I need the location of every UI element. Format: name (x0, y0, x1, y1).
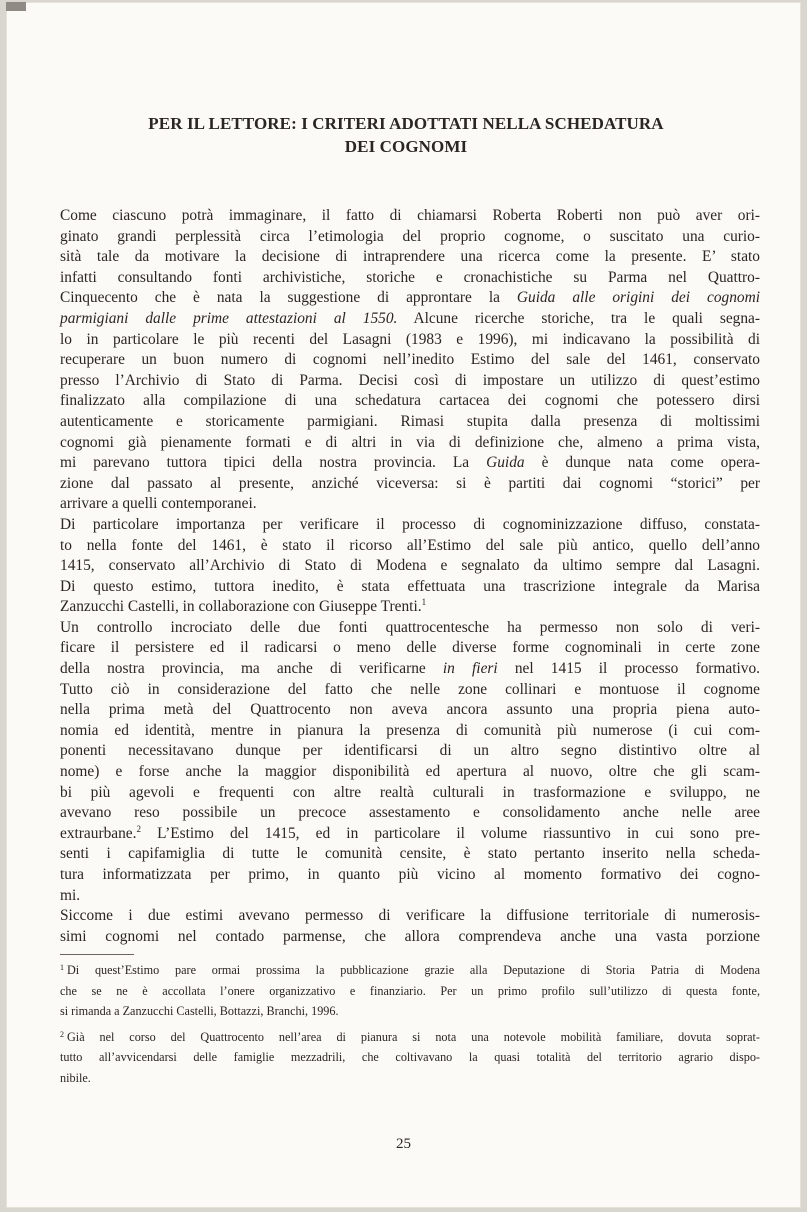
body-line: autenticamente e storicamente parmigiani. Rimasi stupita dalla presenza di moltissimi (60, 412, 760, 430)
book-title-italic: Guida alle origini dei cognomi (516, 289, 760, 307)
body-line: Di questo estimo, tuttora inedito, è stata effettuata una trascrizione integrale da Marisa (60, 577, 760, 595)
footnote-line: tutto all’avvicendarsi delle famiglie mezzadrili, che coltivavano la quasi totalità del territorio agrario dispo- (60, 1050, 760, 1065)
body-line: lo in particolare le più recenti del Lasagni (1983 e 1996), mi indicavano la possibilità di (60, 330, 760, 348)
footnote-divider (60, 954, 134, 955)
body-line: mi. (60, 886, 81, 904)
footnote-number: 2 (60, 1029, 64, 1039)
body-line: zione dal passato al presente, anziché viceversa: si è partiti dai cognomi “storici” per (60, 474, 760, 492)
footnote-ref-1: 1 (421, 597, 427, 608)
body-line (60, 597, 760, 618)
section-title (66, 112, 746, 158)
body-line: ginato grandi perplessità circa l’etimologia del proprio cognome, o suscitato una curio- (60, 227, 760, 245)
body-line-text: della nostra provincia, ma anche di verificarne (60, 660, 443, 678)
body-line: infatti consultando fonti archivistiche, storiche e cronachistiche su Parma nel Quattro- (60, 268, 760, 286)
footnote-line (60, 1029, 760, 1050)
footnote-2 (60, 1029, 760, 1091)
book-title-italic: parmigiani dalle prime attestazioni al 1550. (60, 309, 398, 327)
body-line: avevano reso possibile un precoce assestamento e consolidamento anche nelle aree (60, 804, 760, 822)
scan-edge-mark (6, 2, 26, 11)
body-line: ponenti necessitavano dunque per identificarsi di un altro segno distintivo oltre al (60, 742, 760, 760)
body-line: nome) e forse anche la maggior disponibilità ed apertura al nuovo, oltre che gli scam- (60, 763, 760, 781)
body-line: Tutto ciò in considerazione del fatto che nelle zone collinari e montuose il cognome (60, 680, 760, 698)
footnotes (60, 962, 760, 1096)
body-line: presso l’Archivio di Stato di Parma. Decisi così di impostare un utilizzo di quest’estimo (60, 371, 760, 389)
body-line: 1415, conservato all’Archivio di Stato di Modena e segnalato da ultimo sempre dal Lasagni. (60, 557, 760, 575)
footnote-line (60, 962, 760, 983)
body-line: nomia ed identità, mentre in pianura la presenza di comunità più numerose (i cui com- (60, 721, 760, 739)
body-line: sità tale da motivare la decisione di intraprendere una ricerca come la presente. E’ stato (60, 248, 760, 266)
footnote-line: che se ne è accollata l’onere organizzativo e finanziario. Per un primo profilo sull’utilizzo di questa fonte, (60, 983, 760, 998)
body-line: Di particolare importanza per verificare il processo di cognominizzazione diffuso, constata- (60, 515, 760, 533)
book-page (6, 2, 801, 1208)
body-line: finalizzato alla compilazione di una schedatura cartacea dei cognomi che potessero dirsi (60, 392, 760, 410)
footnote-line: si rimanda a Zanzucchi Castelli, Bottazzi, Branchi, 1996. (60, 1004, 339, 1019)
footnote-line: nibile. (60, 1070, 91, 1085)
body-line (60, 659, 760, 680)
in-fieri-italic: in fieri (442, 660, 498, 678)
body-line-text: mi parevano tuttora tipici della nostra provincia. La (60, 454, 487, 472)
body-line-text: è dunque nata come opera- (524, 454, 760, 472)
body-line-text: nel 1415 il processo formativo. (497, 660, 761, 678)
footnote-line-text: Di quest’Estimo pare ormai prossima la pubblicazione grazie alla Deputazione di Storia Patria di Modena (67, 963, 760, 977)
body-line: Un controllo incrociato delle due fonti quattrocentesche ha permesso non solo di veri- (60, 618, 760, 636)
body-line: Siccome i due estimi avevano permesso di verificare la diffusione territoriale di numerosis- (60, 907, 760, 925)
body-line (60, 309, 760, 330)
body-line (60, 824, 760, 845)
body-line-text: Zanzucchi Castelli, in collaborazione con Giuseppe Trenti. (60, 598, 422, 616)
body-line: recuperare un buon numero di cognomi nell’inedito Estimo del sale del 1461, conservato (60, 351, 760, 369)
body-line: bi più agevoli e frequenti con altre realtà culturali in trasformazione e sviluppo, ne (60, 783, 760, 801)
body-line-text: Alcune ricerche storiche, tra le quali segna- (397, 309, 760, 327)
footnote-1 (60, 962, 760, 1024)
body-line: tura informatizzata per primo, in quanto più vicino al momento formativo dei cogno- (60, 866, 760, 883)
footnote-line-text: Già nel corso del Quattrocento nell’area di pianura si nota una notevole mobilità familiare, dovuta soprat- (67, 1029, 760, 1044)
body-line: senti i capifamiglia di tutte le comunità censite, è stato pertanto inserito nella scheda- (60, 845, 760, 863)
title-line-1: PER IL LETTORE: I CRITERI ADOTTATI NELLA SCHEDATURA (148, 114, 664, 133)
guida-italic: Guida (486, 454, 525, 472)
title-line-2: DEI COGNOMI (344, 137, 468, 156)
body-line: arrivare a quelli contemporanei. (60, 495, 257, 513)
body-line: simi cognomi nel contado parmense, che allora comprendeva anche una vasta porzione (60, 927, 760, 945)
body-text (60, 206, 760, 947)
body-line: nella prima metà del Quattrocento non aveva ancora assunto una propria piena auto- (60, 701, 760, 719)
footnote-ref-2: 2 (136, 823, 141, 834)
body-line: ficare il persistere ed il radicarsi o meno delle diverse forme cognominali in certe zone (60, 639, 760, 657)
body-line: to nella fonte del 1461, è stato il ricorso all’Estimo del sale più antico, quello dell’anno (60, 536, 760, 554)
body-line (60, 288, 760, 309)
body-line: cognomi già pienamente formati e di altri in via di definizione che, almeno a prima vista, (60, 433, 760, 451)
body-line-text: extraurbane. (60, 824, 137, 842)
body-line-text: L’Estimo del 1415, ed in particolare il volume riassuntivo in cui sono pre- (140, 824, 760, 842)
body-line: Come ciascuno potrà immaginare, il fatto di chiamarsi Roberta Roberti non può aver ori- (60, 207, 760, 224)
body-line (60, 453, 760, 474)
page-number: 25 (396, 1136, 411, 1152)
footnote-number: 1 (60, 963, 64, 972)
body-line-text: Cinquecento che è nata la suggestione di approntare la (60, 289, 517, 307)
